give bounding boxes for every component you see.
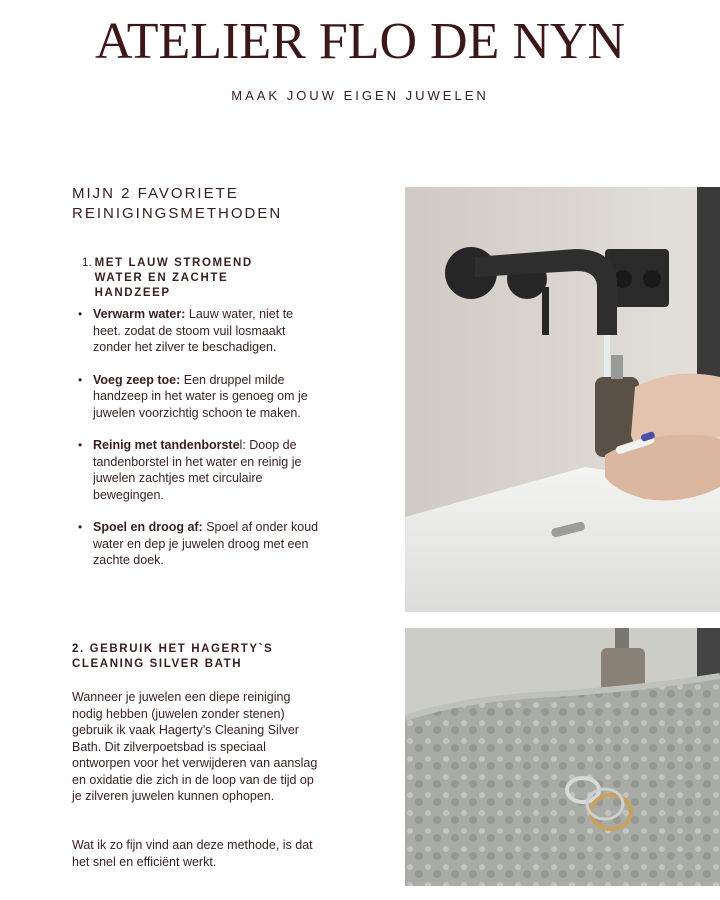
method1-heading-text: MET LAUW STROMEND WATER EN ZACHTE HANDZEEP [94,257,253,299]
step-label: Spoel en droog af: [93,520,203,534]
faucet-photo [405,187,720,612]
method1-heading [82,256,302,301]
bullet-icon: • [78,438,83,452]
step-text: Een druppel milde handzeep in het water is genoeg om je juwelen voorzichtig schoon te maken. [93,372,308,420]
brand-title: ATELIER FLO DE NYN [94,13,626,70]
list-item [72,519,322,569]
towel-rings-photo [405,628,720,886]
method1-steps [72,306,322,585]
list-item [72,372,322,422]
step-text: Spoel af onder koud water en dep je juwelen droog met een zachte doek. [93,520,319,567]
list-item [72,306,322,356]
step-label: Verwarm water: [93,307,186,321]
bullet-icon: • [78,307,83,321]
section-title-line1: MIJN 2 FAVORIETE [72,185,239,202]
step-label: Reinig met tandenborste [93,438,240,452]
step-text: l: Doop de tandenborstel in het water en reinig je juwelen zachtjes met circulaire bewegingen. [93,438,302,502]
step-text: Lauw water, niet te heet. zodat de stoom vuil losmaakt zonder het zilver te beschadigen. [93,307,294,354]
section-title-line2: REINIGINGSMETHODEN [72,205,283,222]
method1-number: 1. [82,257,92,269]
section-title [72,184,372,224]
brand-tagline: MAAK JOUW EIGEN JUWELEN [231,88,489,103]
bullet-icon: • [78,372,83,387]
list-item [72,437,322,503]
method2-paragraph-2: Wat ik zo fijn vind aan deze methode, is dat het snel en efficiënt werkt. [72,838,313,869]
bullet-icon: • [78,520,83,534]
method2-heading: 2. GEBRUIK HET HAGERTY`S CLEANING SILVER BATH [72,643,274,670]
method2-paragraph-1: Wanneer je juwelen een diepe reiniging nodig hebben (juwelen zonder stenen) gebruik ik vaak Hagerty’s Cleaning Silver Bath. Dit zilverpoetsbad is speciaal ontworpen voor het verwijderen van aanslag en oxidatie die zich in de loop van de tijd op je zilveren juwelen kunnen ophopen. [72,690,318,803]
step-label: Voeg zeep toe: [93,372,181,387]
